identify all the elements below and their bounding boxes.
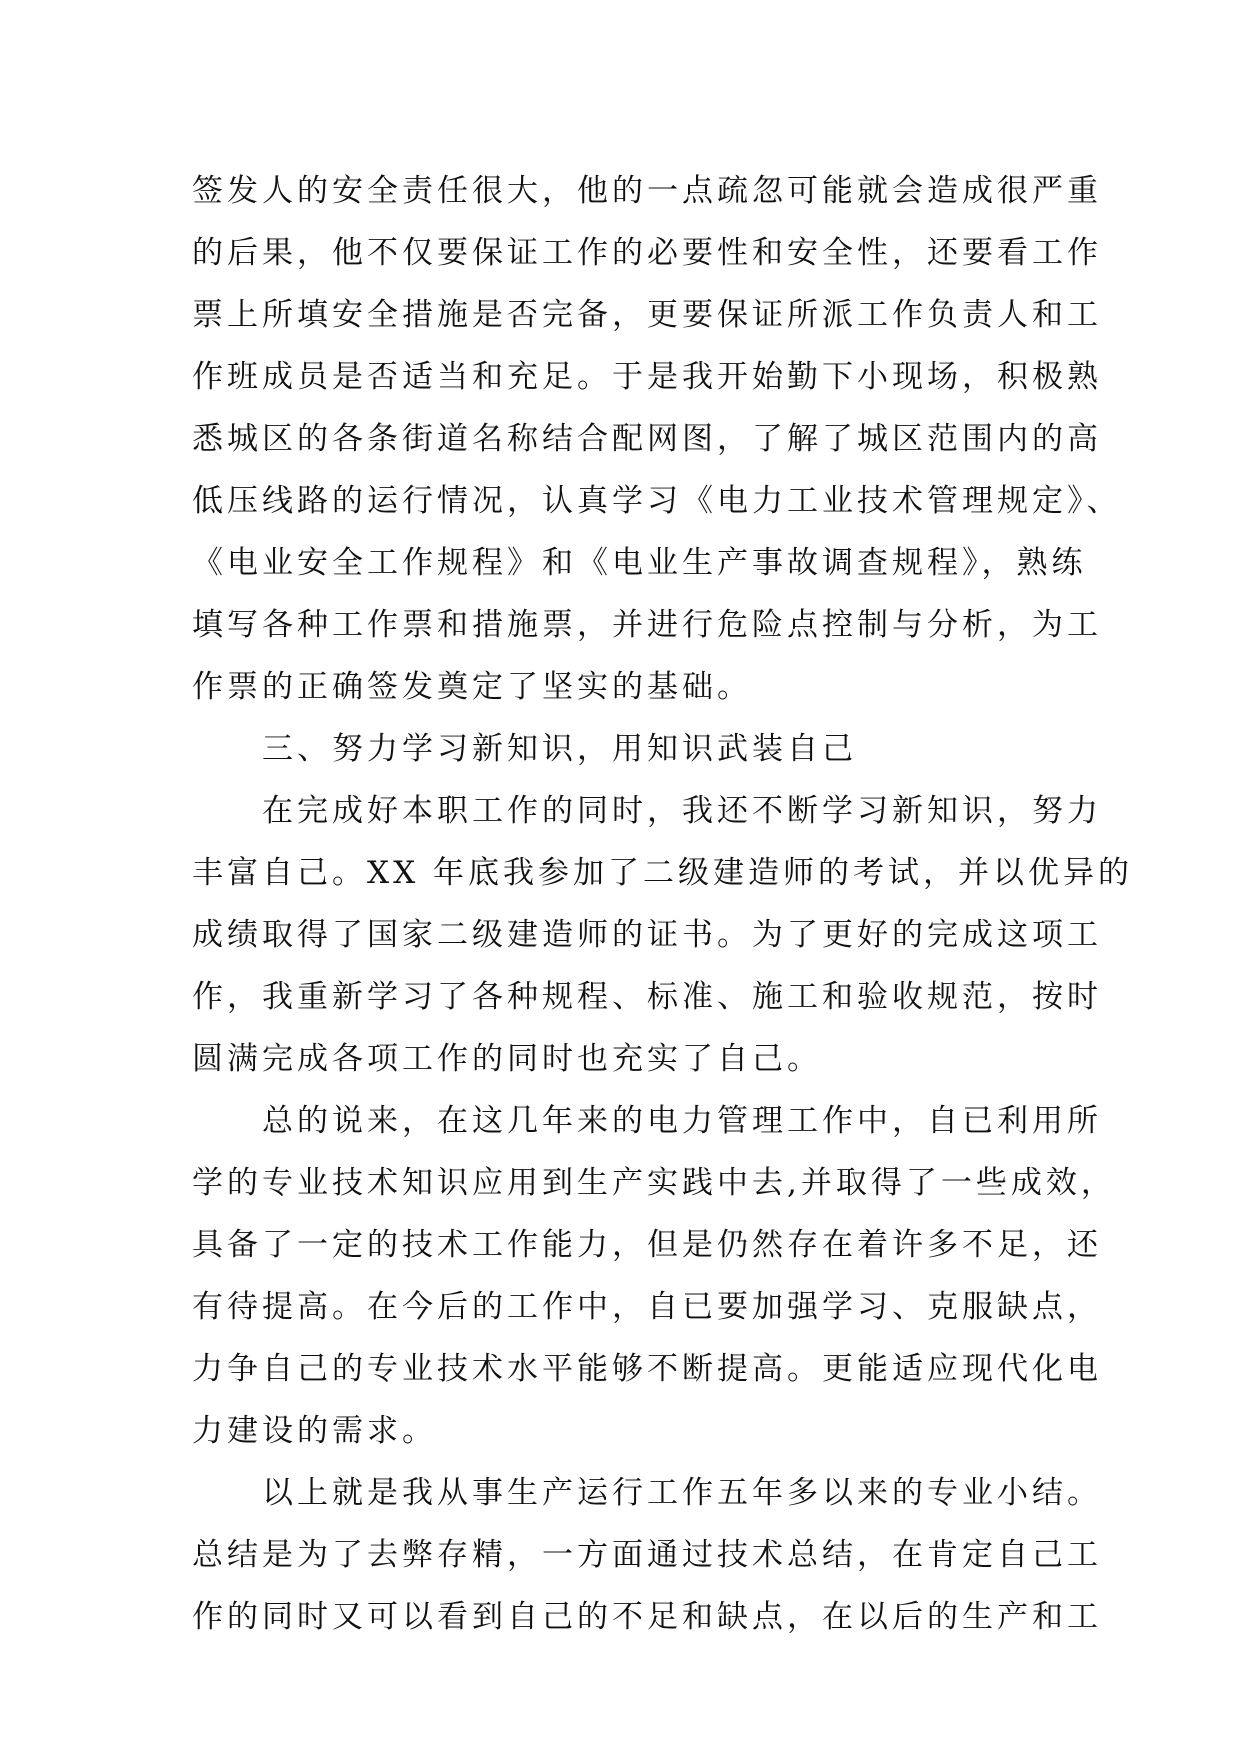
text-line: 低压线路的运行情况，认真学习《电力工业技术管理规定》、 bbox=[192, 483, 1122, 519]
text-line: 作班成员是否适当和充足。于是我开始勤下小现场，积极熟 bbox=[192, 359, 1102, 395]
text-line: 作票的正确签发奠定了坚实的基础。 bbox=[192, 669, 752, 705]
text-line: 作，我重新学习了各种规程、标准、施工和验收规范，按时 bbox=[192, 979, 1102, 1015]
body-text bbox=[192, 160, 1133, 1648]
text-line: 在完成好本职工作的同时，我还不断学习新知识，努力 bbox=[192, 793, 1102, 829]
text-line: 以上就是我从事生产运行工作五年多以来的专业小结。 bbox=[192, 1475, 1102, 1511]
text-line: 成绩取得了国家二级建造师的证书。为了更好的完成这项工 bbox=[192, 917, 1102, 953]
section-heading: 三、努力学习新知识，用知识武装自己 bbox=[192, 731, 857, 767]
text-line: 《电业安全工作规程》和《电业生产事故调查规程》，熟练 bbox=[192, 545, 1087, 581]
text-line: 作的同时又可以看到自己的不足和缺点，在以后的生产和工 bbox=[192, 1599, 1102, 1635]
text-line: 票上所填安全措施是否完备，更要保证所派工作负责人和工 bbox=[192, 297, 1102, 333]
text-line: 的后果，他不仅要保证工作的必要性和安全性，还要看工作 bbox=[192, 235, 1102, 271]
text-line: 填写各种工作票和措施票，并进行危险点控制与分析，为工 bbox=[192, 607, 1102, 643]
text-line: 总的说来，在这几年来的电力管理工作中，自已利用所 bbox=[192, 1103, 1102, 1139]
text-line: 力争自己的专业技术水平能够不断提高。更能适应现代化电 bbox=[192, 1351, 1102, 1387]
text-line: 圆满完成各项工作的同时也充实了自己。 bbox=[192, 1041, 822, 1077]
text-line: 丰富自己。XX 年底我参加了二级建造师的考试，并以优异的 bbox=[192, 855, 1133, 891]
text-line: 具备了一定的技术工作能力，但是仍然存在着许多不足，还 bbox=[192, 1227, 1102, 1263]
text-line: 力建设的需求。 bbox=[192, 1413, 437, 1449]
text-line: 悉城区的各条街道名称结合配网图，了解了城区范围内的高 bbox=[192, 421, 1102, 457]
text-line: 签发人的安全责任很大，他的一点疏忽可能就会造成很严重 bbox=[192, 173, 1102, 209]
text-line: 学的专业技术知识应用到生产实践中去,并取得了一些成效， bbox=[192, 1165, 1116, 1201]
text-line: 总结是为了去弊存精，一方面通过技术总结，在肯定自己工 bbox=[192, 1537, 1102, 1573]
text-line: 有待提高。在今后的工作中，自已要加强学习、克服缺点， bbox=[192, 1289, 1102, 1325]
